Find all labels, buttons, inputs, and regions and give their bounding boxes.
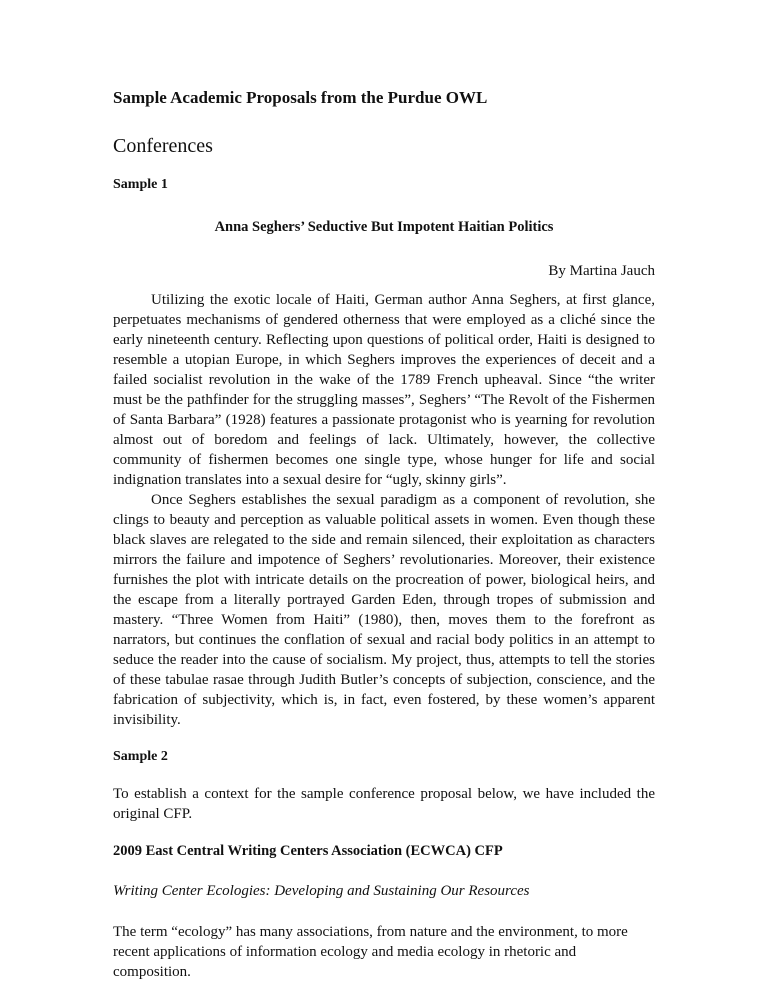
sample1-title: Anna Seghers’ Seductive But Impotent Haitian Politics [214, 219, 554, 235]
sample1-paragraph-2: Once Seghers establishes the sexual paradigm as a component of revolution, she clings to beauty and perception as valuable political assets in women. Even though these black slaves are relegated to the side and remain silenced, their exploitation as characters mirrors the failure and impotence of Seghers’ revolutionaries. Moreover, their existence furnishes the plot with intricate details on the procreation of power, biological heirs, and the escape from a literally portrayed Garden Eden, through tropes of submission and mastery. “Three Women from Haiti” (1980), then, moves them to the forefront as narrators, but continues the conflation of sexual and racial body politics in an attempt to seduce the reader into the cause of socialism. My project, thus, attempts to tell the stories of these tabulae rasae through Judith Butler’s concepts of subjection, conscience, and the fabrication of subjectivity, which is, in fact, even fostered, by these women’s apparent invisibility. [113, 492, 655, 728]
sample2-intro: To establish a context for the sample conference proposal below, we have included the original CFP. [113, 786, 655, 822]
sample1-author: By Martina Jauch [548, 263, 655, 279]
section-heading: Conferences [113, 135, 213, 157]
document-title: Sample Academic Proposals from the Purdue OWL [113, 88, 488, 107]
sample1-paragraph-1: Utilizing the exotic locale of Haiti, German author Anna Seghers, at first glance, perpetuates mechanisms of gendered otherness that were employed as a cliché since the early nineteenth century. Reflecting upon questions of political order, Haiti is designed to resemble a utopian Europe, in which Seghers improves the experiences of deceit and a failed socialist revolution in the wake of the 1789 French upheaval. Since “the writer must be the pathfinder for the struggling masses”, Seghers’ “The Revolt of the Fishermen of Santa Barbara” (1928) features a passionate protagonist who is yearning for revolution almost out of boredom and feelings of lack. Ultimately, however, the collective community of fishermen becomes one single type, whose hunger for life and social indignation translates into a sexual desire for “ugly, skinny girls”. [113, 292, 655, 488]
cfp-title: 2009 East Central Writing Centers Association (ECWCA) CFP [113, 843, 503, 859]
sample1-label: Sample 1 [113, 177, 168, 192]
sample2-label: Sample 2 [113, 749, 168, 764]
document-content [113, 0, 655, 982]
cfp-text: The term “ecology” has many associations, from nature and the environment, to more recent applications of information ecology and media ecology in rhetoric and composition. [113, 924, 628, 980]
cfp-subtitle: Writing Center Ecologies: Developing and Sustaining Our Resources [113, 883, 530, 899]
